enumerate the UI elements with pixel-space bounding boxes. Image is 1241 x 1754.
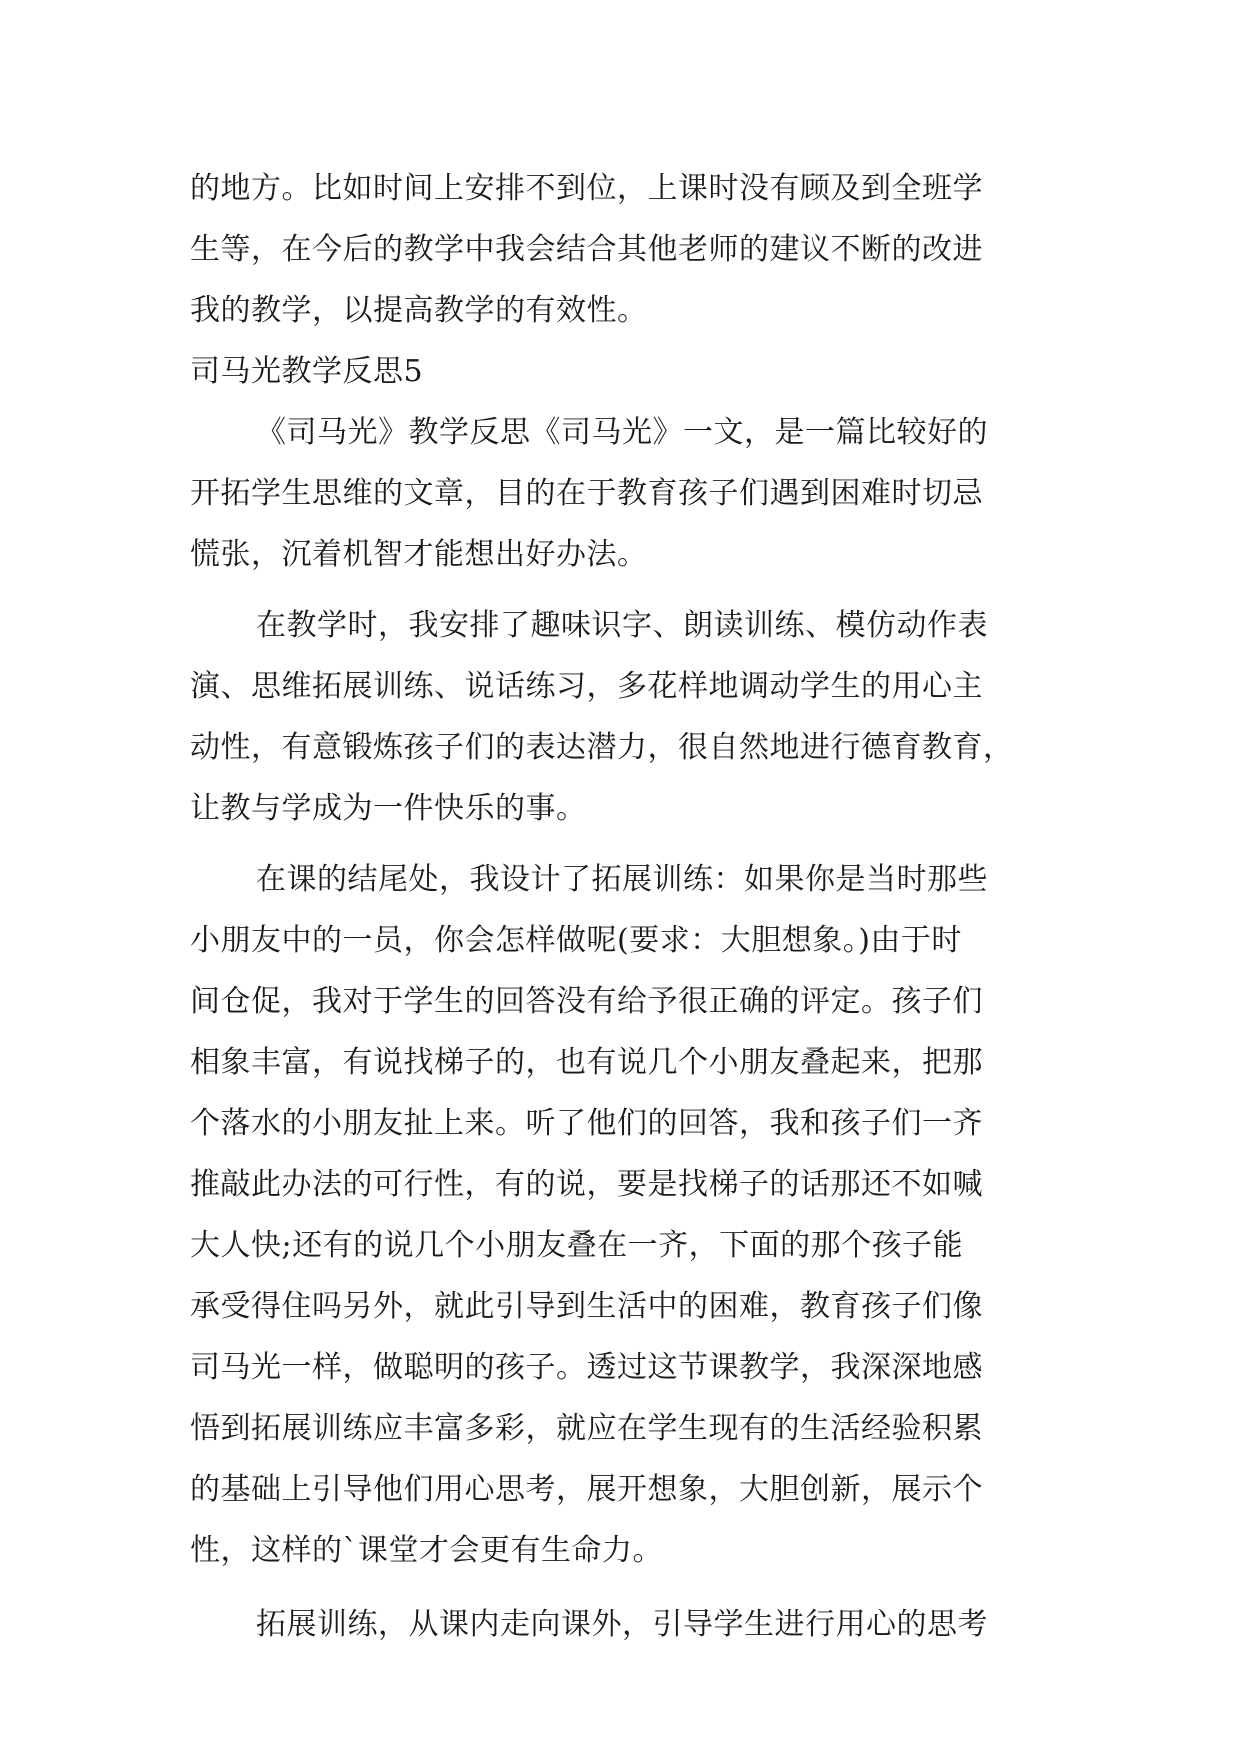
paragraph-first-line: 在教学时，我安排了趣味识字、朗读训练、模仿动作表 [256, 608, 988, 643]
text-line: 开拓学生思维的文章，目的在于教育孩子们遇到困难时切忌 [190, 476, 983, 511]
text-line: 性，这样的`课堂才会更有生命力。 [190, 1533, 663, 1568]
text-line: 慌张，沉着机智才能想出好办法。 [190, 537, 648, 572]
text-line: 个落水的小朋友扯上来。听了他们的回答，我和孩子们一齐 [190, 1106, 983, 1141]
document-body [190, 158, 1050, 1655]
text-line: 让教与学成为一件快乐的事。 [190, 791, 587, 826]
text-line: 间仓促，我对于学生的回答没有给予很正确的评定。孩子们 [190, 984, 983, 1019]
text-line: 悟到拓展训练应丰富多彩，就应在学生现有的生活经验积累 [190, 1411, 983, 1446]
paragraph-first-line: 拓展训练，从课内走向课外，引导学生进行用心的思考 [256, 1607, 988, 1642]
text-line: 的基础上引导他们用心思考，展开想象，大胆创新，展示个 [190, 1472, 983, 1507]
paragraph-first-line: 《司马光》教学反思《司马光》一文，是一篇比较好的 [256, 415, 988, 450]
text-line: 大人快;还有的说几个小朋友叠在一齐，下面的那个孩子能 [190, 1228, 964, 1263]
text-line: 生等，在今后的教学中我会结合其他老师的建议不断的改进 [190, 232, 983, 267]
text-line: 承受得住吗另外，就此引导到生活中的困难，教育孩子们像 [190, 1289, 983, 1324]
paragraph-first-line: 在课的结尾处，我设计了拓展训练：如果你是当时那些 [256, 862, 988, 897]
text-line: 相象丰富，有说找梯子的，也有说几个小朋友叠起来，把那 [190, 1045, 983, 1080]
text-line: 我的教学，以提高教学的有效性。 [190, 293, 648, 328]
text-line: 演、思维拓展训练、说话练习，多花样地调动学生的用心主 [190, 669, 983, 704]
text-line: 司马光一样，做聪明的孩子。透过这节课教学，我深深地感 [190, 1350, 983, 1385]
text-line: 动性，有意锻炼孩子们的表达潜力，很自然地进行德育教育， [190, 730, 1014, 765]
text-line: 小朋友中的一员，你会怎样做呢(要求：大胆想象。)由于时 [190, 923, 962, 958]
text-line: 推敲此办法的可行性，有的说，要是找梯子的话那还不如喊 [190, 1167, 983, 1202]
section-heading: 司马光教学反思5 [190, 354, 424, 389]
text-line: 的地方。比如时间上安排不到位，上课时没有顾及到全班学 [190, 171, 983, 206]
